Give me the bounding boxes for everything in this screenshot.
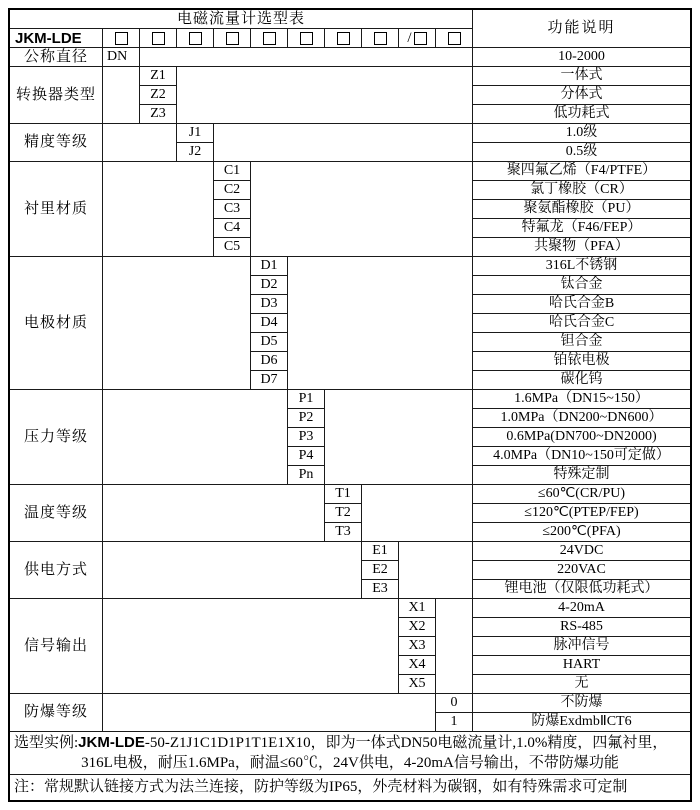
desc-cell: 特殊定制 (473, 466, 690, 485)
code-cell: J2 (177, 143, 214, 162)
code-cell: C2 (214, 181, 251, 200)
code-cell: Z1 (140, 67, 177, 86)
checkbox-icon (337, 32, 350, 45)
model-checkbox-cell (325, 29, 362, 48)
desc-cell: 低功耗式 (473, 105, 690, 124)
function-desc-header: 功能说明 (473, 10, 690, 48)
desc-cell: 碳化钨 (473, 371, 690, 390)
desc-cell: 氯丁橡胶（CR） (473, 181, 690, 200)
code-cell: C1 (214, 162, 251, 181)
desc-cell: 钛合金 (473, 276, 690, 295)
example-rest: -50-Z1J1C1D1P1T1E1X10，即为一体式DN50电磁流量计,1.0%精度，四氟衬里， (144, 735, 668, 751)
desc-cell: 哈氏合金C (473, 314, 690, 333)
code-cell: T2 (325, 504, 362, 523)
code-cell: X4 (399, 656, 436, 675)
code-cell: E2 (362, 561, 399, 580)
code-cell: D4 (251, 314, 288, 333)
spacer-cell (140, 48, 473, 67)
code-cell: D1 (251, 257, 288, 276)
checkbox-icon (152, 32, 165, 45)
category-label: 衬里材质 (10, 162, 103, 257)
model-checkbox-cell (251, 29, 288, 48)
example-cell (10, 732, 690, 775)
desc-cell: 一体式 (473, 67, 690, 86)
code-cell: D5 (251, 333, 288, 352)
desc-cell: 聚四氟乙烯（F4/PTFE） (473, 162, 690, 181)
spacer-cell (325, 390, 473, 485)
category-label: 压力等级 (10, 390, 103, 485)
desc-cell: 1.0MPa（DN200~DN600） (473, 409, 690, 428)
desc-cell: 钽合金 (473, 333, 690, 352)
category-label: 电极材质 (10, 257, 103, 390)
note-cell: 注：常规默认链接方式为法兰连接，防护等级为IP65，外壳材料为碳钢，如有特殊需求可定制 (14, 779, 628, 795)
desc-cell: 脉冲信号 (473, 637, 690, 656)
model-label: JKM-LDE (10, 29, 103, 48)
code-cell: DN (103, 48, 140, 67)
spacer-cell (177, 67, 473, 124)
desc-cell: 哈氏合金B (473, 295, 690, 314)
checkbox-icon (226, 32, 239, 45)
model-checkbox-cell (214, 29, 251, 48)
spacer-cell (103, 67, 140, 124)
spacer-cell (103, 694, 436, 732)
model-checkbox-cell (362, 29, 399, 48)
desc-cell: 共聚物（PFA） (473, 238, 690, 257)
example-prefix: 选型实例: (14, 735, 79, 751)
desc-cell: 锂电池（仅限低功耗式） (473, 580, 690, 599)
model-checkbox-cell (103, 29, 140, 48)
desc-cell: 无 (473, 675, 690, 694)
category-label: 温度等级 (10, 485, 103, 542)
code-cell: D6 (251, 352, 288, 371)
spacer-cell (436, 599, 473, 694)
spacer-cell (288, 257, 473, 390)
code-cell: Pn (288, 466, 325, 485)
code-cell: E1 (362, 542, 399, 561)
code-cell: X2 (399, 618, 436, 637)
spacer-cell (362, 485, 473, 542)
spacer-cell (103, 390, 288, 485)
category-label: 精度等级 (10, 124, 103, 162)
desc-cell: 0.6MPa(DN700~DN2000) (473, 428, 690, 447)
code-cell: X5 (399, 675, 436, 694)
code-cell: P2 (288, 409, 325, 428)
category-label: 信号输出 (10, 599, 103, 694)
code-cell: T1 (325, 485, 362, 504)
desc-cell: 220VAC (473, 561, 690, 580)
code-cell: T3 (325, 523, 362, 542)
spacer-cell (103, 162, 214, 257)
code-cell: C3 (214, 200, 251, 219)
desc-cell: 10-2000 (473, 48, 690, 67)
desc-cell: ≤200℃(PFA) (473, 523, 690, 542)
desc-cell: 不防爆 (473, 694, 690, 713)
desc-cell: RS-485 (473, 618, 690, 637)
example-line1 (10, 733, 690, 753)
checkbox-icon (374, 32, 387, 45)
model-checkbox-cell (288, 29, 325, 48)
code-cell: P1 (288, 390, 325, 409)
spacer-cell (103, 257, 251, 390)
desc-cell: 聚氨酯橡胶（PU） (473, 200, 690, 219)
code-cell: 1 (436, 713, 473, 732)
desc-cell: 特氟龙（F46/FEP） (473, 219, 690, 238)
code-cell: C4 (214, 219, 251, 238)
desc-cell: 分体式 (473, 86, 690, 105)
table-title: 电磁流量计选型表 (10, 10, 473, 29)
category-label: 公称直径 (10, 48, 103, 67)
desc-cell: 316L不锈钢 (473, 257, 690, 276)
checkbox-icon (115, 32, 128, 45)
selection-table (8, 8, 692, 802)
code-cell: P3 (288, 428, 325, 447)
category-label: 防爆等级 (10, 694, 103, 732)
spacer-cell (214, 124, 473, 162)
checkbox-icon (263, 32, 276, 45)
code-cell: X1 (399, 599, 436, 618)
code-cell: Z2 (140, 86, 177, 105)
example-line2: 316L电极，耐压1.6MPa，耐温≤60℃，24V供电，4-20mA信号输出，不带防爆功能 (81, 755, 619, 771)
example-model: JKM-LDE (78, 734, 145, 751)
desc-cell: HART (473, 656, 690, 675)
code-cell: C5 (214, 238, 251, 257)
desc-cell: ≤60℃(CR/PU) (473, 485, 690, 504)
code-cell: D7 (251, 371, 288, 390)
desc-cell: 0.5级 (473, 143, 690, 162)
checkbox-icon (414, 32, 427, 45)
spacer-cell (399, 542, 473, 599)
code-cell: J1 (177, 124, 214, 143)
model-checkbox-cell (140, 29, 177, 48)
desc-cell: 1.6MPa（DN15~150） (473, 390, 690, 409)
model-checkbox-cell (399, 29, 436, 48)
checkbox-icon (448, 32, 461, 45)
model-checkbox-cell (177, 29, 214, 48)
code-cell: E3 (362, 580, 399, 599)
desc-cell: 1.0级 (473, 124, 690, 143)
code-cell: 0 (436, 694, 473, 713)
code-cell: D2 (251, 276, 288, 295)
desc-cell: ≤120℃(PTEP/FEP) (473, 504, 690, 523)
code-cell: D3 (251, 295, 288, 314)
desc-cell: 4.0MPa（DN10~150可定做） (473, 447, 690, 466)
category-label: 转换器类型 (10, 67, 103, 124)
desc-cell: 铂铱电极 (473, 352, 690, 371)
desc-cell: 4-20mA (473, 599, 690, 618)
spacer-cell (103, 485, 325, 542)
checkbox-icon (189, 32, 202, 45)
spacer-cell (103, 542, 362, 599)
code-cell: P4 (288, 447, 325, 466)
category-label: 供电方式 (10, 542, 103, 599)
spacer-cell (251, 162, 473, 257)
code-cell: Z3 (140, 105, 177, 124)
checkbox-icon (300, 32, 313, 45)
slash-separator: / (407, 29, 412, 46)
spacer-cell (103, 599, 399, 694)
model-checkbox-cell (436, 29, 473, 48)
code-cell: X3 (399, 637, 436, 656)
spacer-cell (103, 124, 177, 162)
desc-cell: 24VDC (473, 542, 690, 561)
desc-cell: 防爆ExdmbⅡCT6 (473, 713, 690, 732)
